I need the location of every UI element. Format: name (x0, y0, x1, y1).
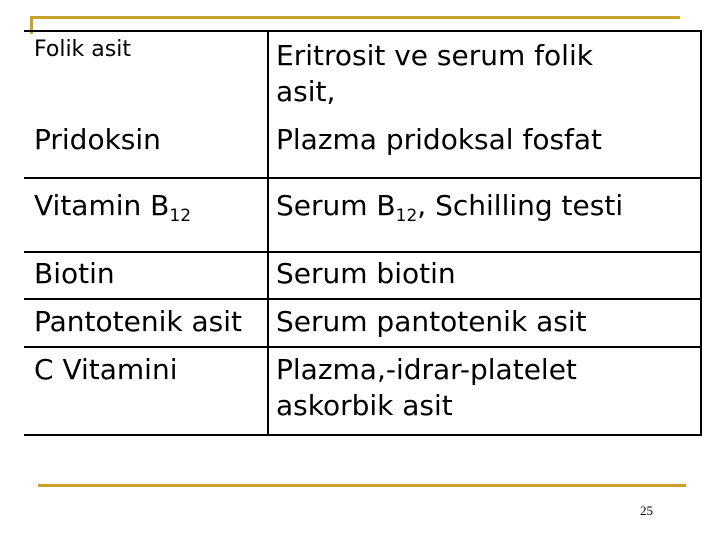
vitamin-b-subscript: 12 (169, 206, 192, 226)
cell-folik-asit-test-line-1: Eritrosit ve serum folik (276, 39, 593, 72)
page-number: 25 (640, 503, 653, 518)
serum-b-text: Serum B (276, 189, 396, 222)
top-accent-line (32, 16, 680, 19)
row-divider-1 (24, 177, 702, 179)
cell-biotin: Biotin (34, 257, 115, 290)
serum-b-subscript: 12 (395, 206, 418, 226)
cell-folik-asit: Folik asit (34, 37, 131, 62)
cell-c-vitamini-test-line-1: Plazma,-idrar-platelet (276, 353, 577, 386)
cell-pridoksin-test: Plazma pridoksal fosfat (276, 123, 603, 156)
cell-pantotenik-asit: Pantotenik asit (34, 305, 242, 338)
cell-vitamin-b12-test (276, 188, 623, 234)
cell-c-vitamini-test-line-2: askorbik asit (276, 389, 453, 422)
cell-pantotenik-asit-test: Serum pantotenik asit (276, 305, 587, 338)
row-divider-2 (24, 251, 702, 253)
cell-c-vitamini: C Vitamini (34, 353, 178, 386)
cell-biotin-test: Serum biotin (276, 257, 456, 290)
vitamin-b-text: Vitamin B (34, 189, 170, 222)
row-divider-4 (24, 346, 702, 348)
cell-folik-asit-test-line-2: asit, (276, 75, 336, 108)
vitamin-test-table (24, 30, 702, 434)
cell-vitamin-b12 (34, 188, 191, 234)
column-divider (267, 30, 269, 434)
schilling-text: , Schilling testi (417, 189, 624, 222)
bottom-accent-line (38, 484, 686, 487)
cell-pridoksin: Pridoksin (34, 123, 161, 156)
row-divider-3 (24, 298, 702, 300)
